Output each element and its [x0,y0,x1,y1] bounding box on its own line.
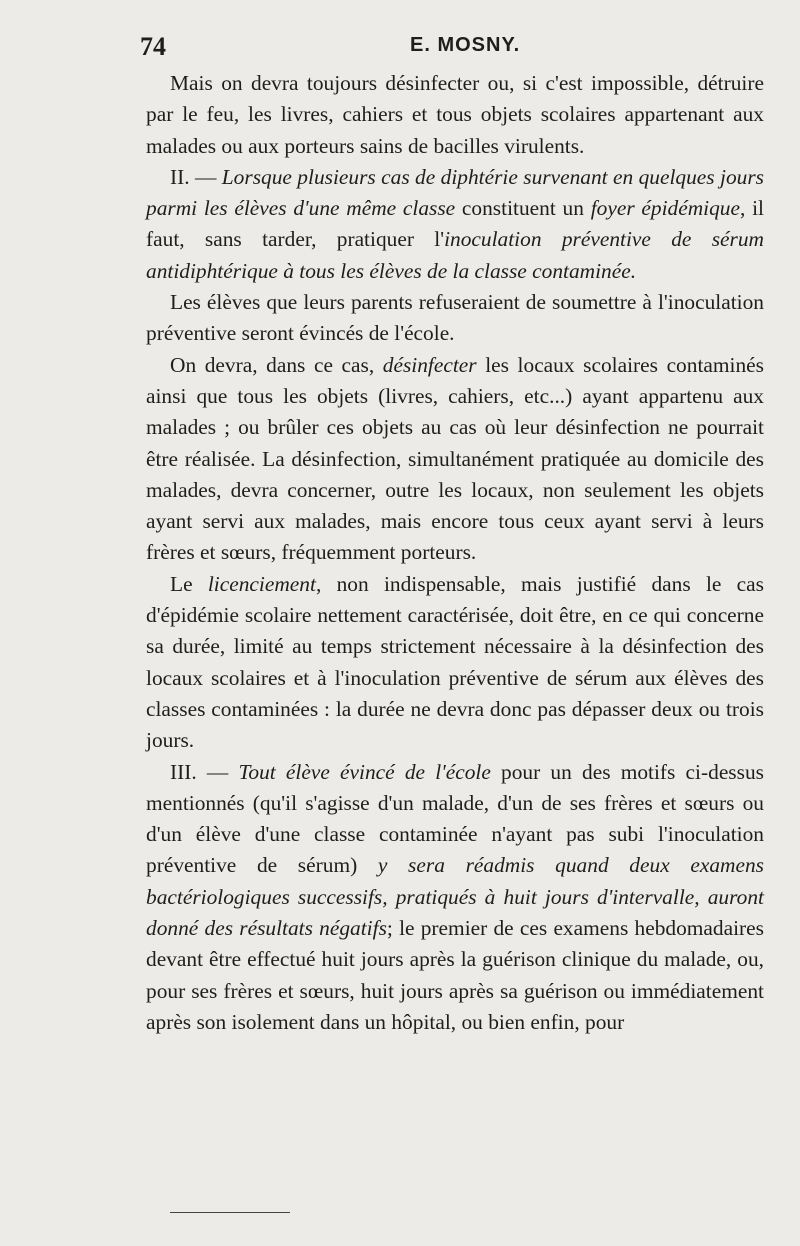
running-head: E. MOSNY. [410,34,521,56]
paragraph-5: Le licenciement, non indispensable, mais justifié dans le cas d'épidémie scolaire nettement caractérisée, doit être, en ce qui concerne sa durée, limité au temps strictement nécessaire à la désinfection des locaux scolaires et à l'inoculation préventive de sérum aux élèves des classes contaminées : la durée ne devra donc pas dépasser deux ou trois jours. [146,571,764,753]
paragraph-4: On devra, dans ce cas, désinfecter les locaux scolaires contaminés ainsi que tous les objets (livres, cahiers, etc...) ayant appartenu aux malades ; ou brûler ces objets au cas où leur désinfection ne pourrait être réalisée. La désinfection, simultanément pratiquée au domicile des malades, devra concerner, outre les locaux, non seulement les objets ayant servi aux malades, mais encore tous ceux ayant servi à leurs frères et sœurs, fréquemment porteurs. [146,352,764,565]
paragraph-1: Mais on devra toujours désinfecter ou, si c'est impossible, détruire par le feu, les livres, cahiers et tous objets scolaires appartenant aux malades ou aux porteurs sains de bacilles virulents. [146,71,764,158]
paragraph-3: Les élèves que leurs parents refuseraient de soumettre à l'inoculation préventive seront évincés de l'école. [146,290,764,346]
page-number: 74 [140,32,166,61]
footer-rule [170,1212,290,1213]
paragraph-2: II. — Lorsque plusieurs cas de diphtérie survenant en quelques jours parmi les élèves d'une même classe constituent un foyer épidémique, il faut, sans tarder, pratiquer l'inoculation préventive de sérum antidiphtérique à tous les élèves de la classe contaminée. [146,164,765,283]
body-text [146,68,764,1038]
paragraph-6: III. — Tout élève évincé de l'école pour un des motifs ci-dessus mentionnés (qu'il s'agisse d'un malade, d'un de ses frères et sœurs ou d'un élève d'une classe contaminée n'ayant pas subi l'inoculation préventive de sérum) y sera réadmis quand deux examens bactériologiques successifs, pratiqués à huit jours d'intervalle, auront donné des résultats négatifs; le premier de ces examens hebdomadaires devant être effectué huit jours après la guérison clinique du malade, ou, pour ses frères et sœurs, huit jours après sa guérison ou immédiatement après son isolement dans un hôpital, ou bien enfin, pour [146,759,765,1034]
page-header [140,28,760,61]
